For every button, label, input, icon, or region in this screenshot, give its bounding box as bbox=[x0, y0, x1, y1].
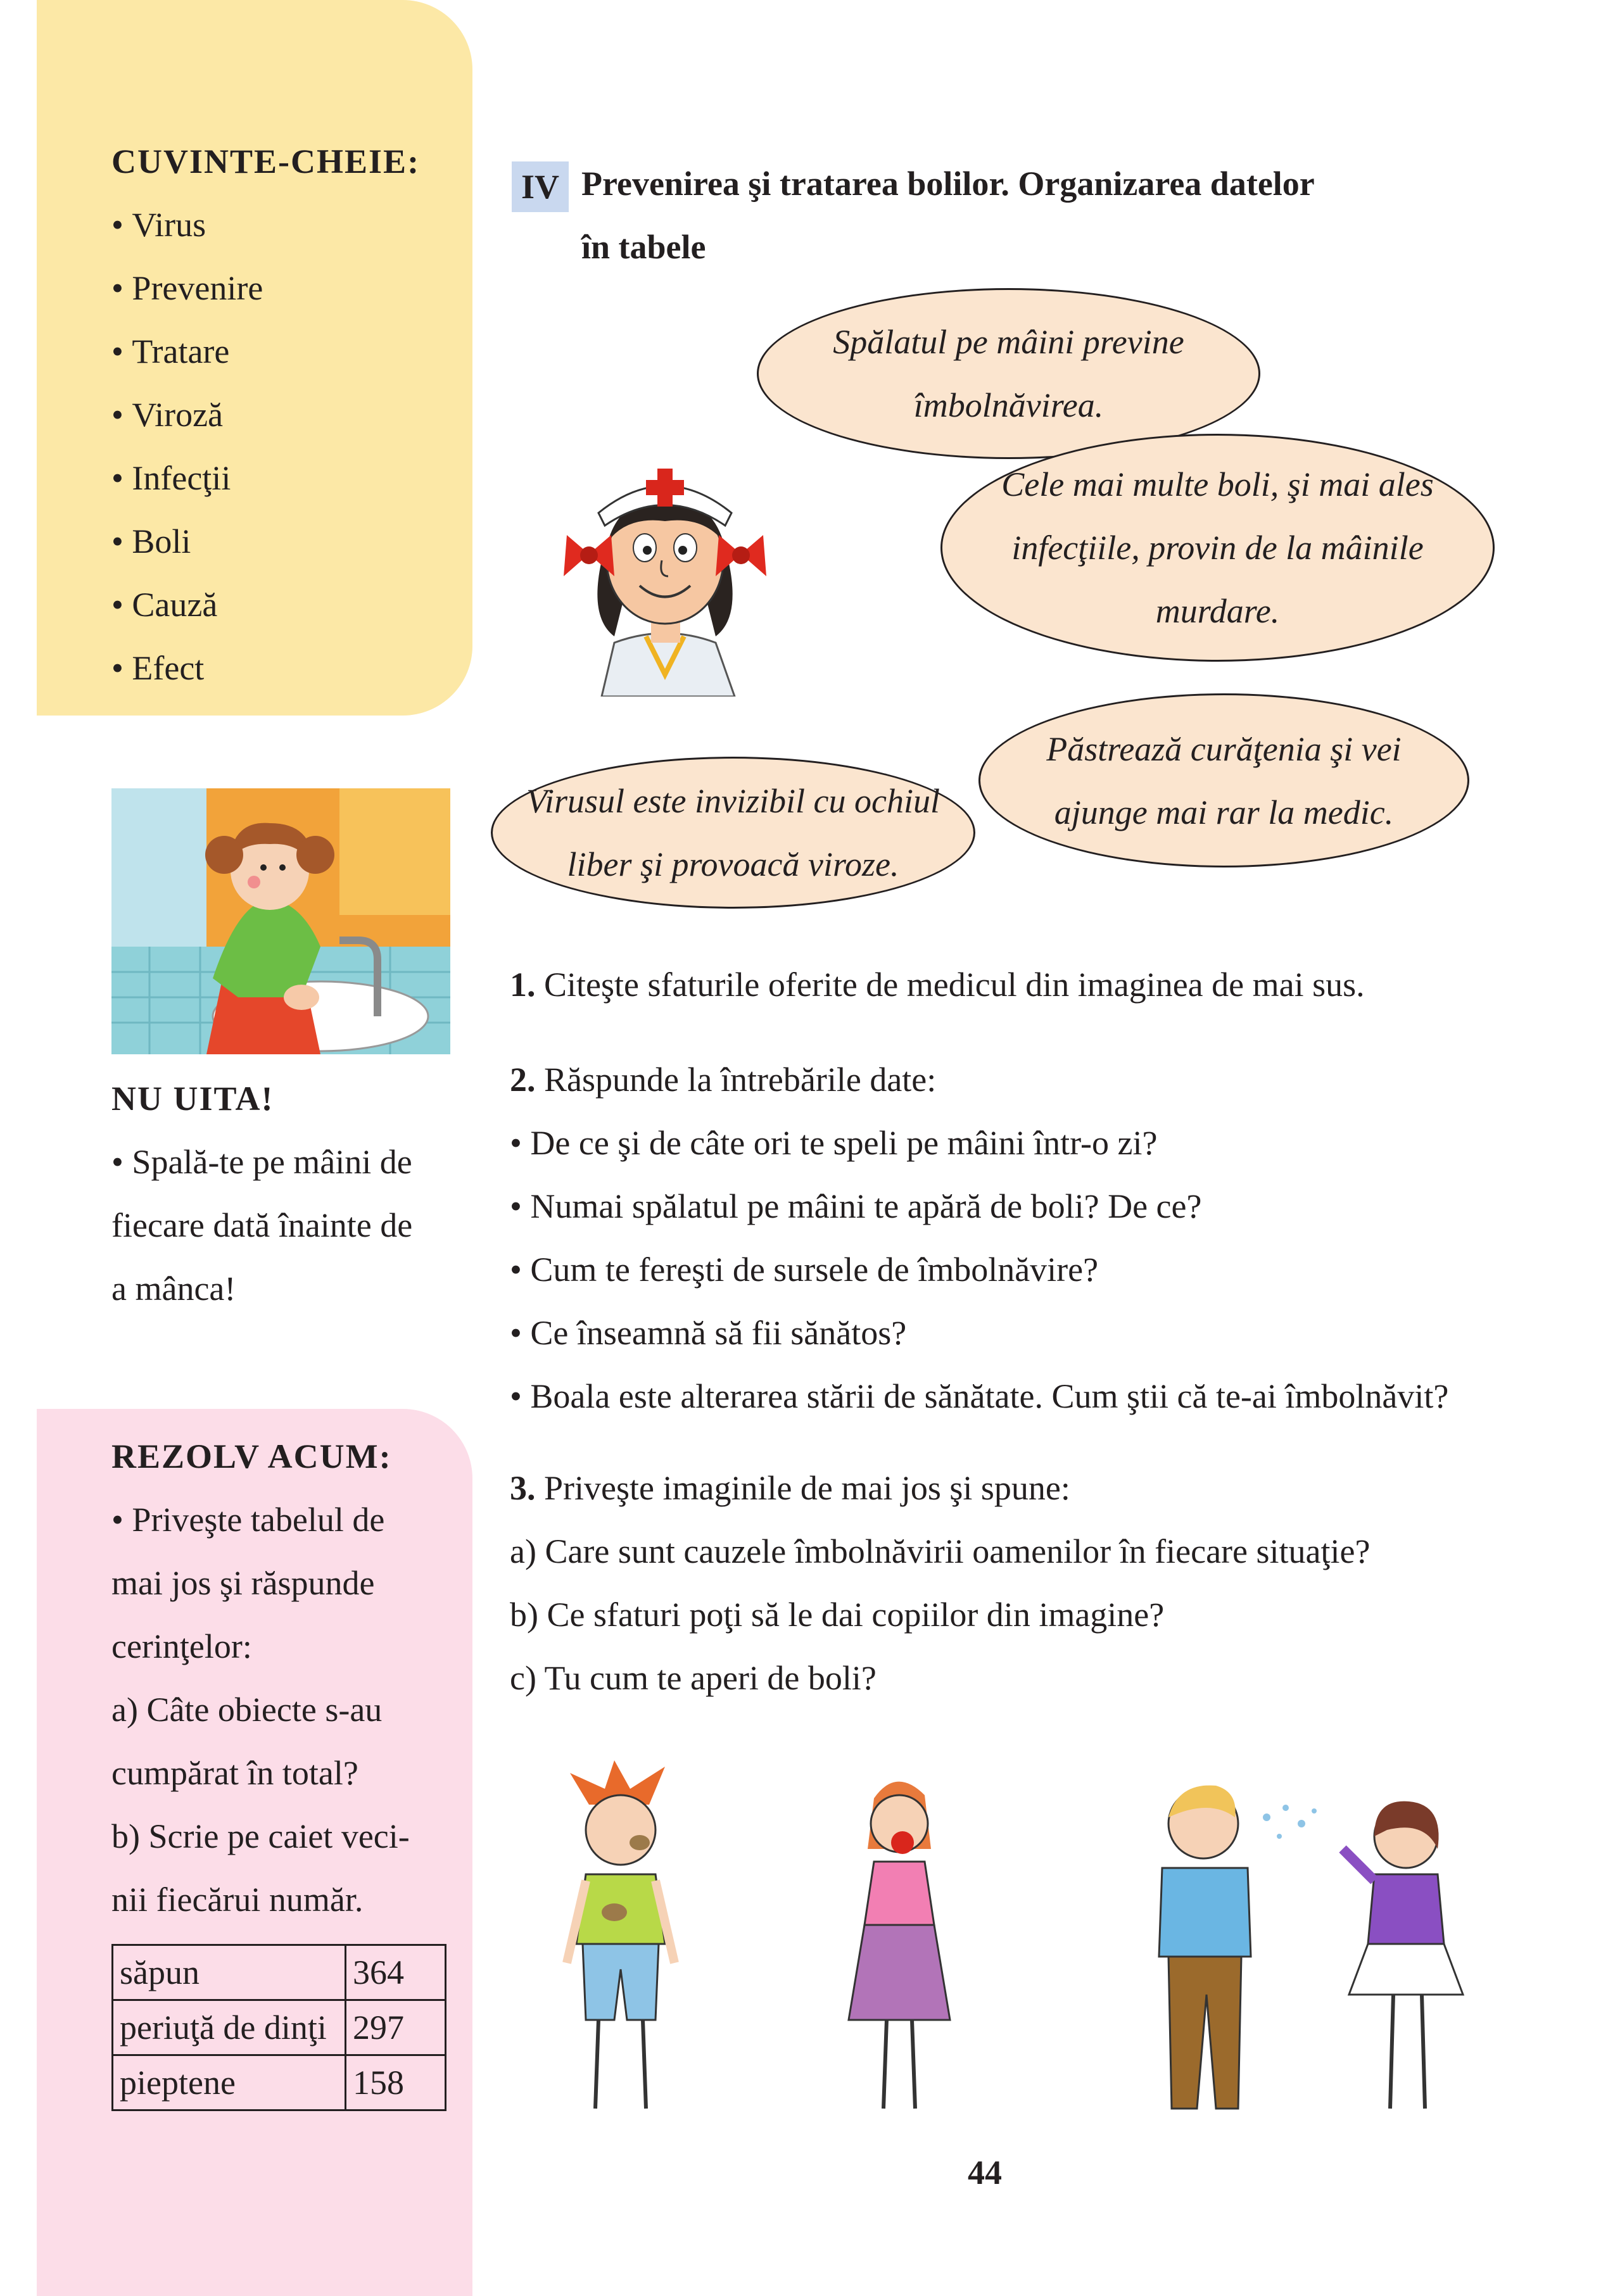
page-number: 44 bbox=[968, 2154, 1002, 2192]
table-row bbox=[113, 2000, 446, 2055]
question-item: • Cum te fereşti de sursele de îmbolnăvire? bbox=[510, 1238, 1586, 1301]
question-item: c) Tu cum te aperi de boli? bbox=[510, 1659, 877, 1697]
advice-bubble-cleanliness bbox=[978, 693, 1469, 867]
table-cell-item: periuţă de dinţi bbox=[113, 2000, 346, 2055]
task-text: Răspunde la întrebările date: bbox=[544, 1061, 937, 1099]
section-number-badge: IV bbox=[512, 161, 569, 212]
exercise-line: cumpărat în total? bbox=[111, 1754, 358, 1792]
keyword-item: • Efect bbox=[111, 636, 420, 700]
keyword-item: • Prevenire bbox=[111, 256, 420, 320]
question-item: • De ce şi de câte ori te speli pe mâini într-o zi? bbox=[510, 1111, 1586, 1175]
table-cell-item: săpun bbox=[113, 1945, 346, 2000]
task-number: 3. bbox=[510, 1469, 536, 1507]
exercise-line: nii fiecărui număr. bbox=[111, 1881, 364, 1919]
exercise-title: REZOLV ACUM: bbox=[111, 1437, 392, 1475]
exercise bbox=[111, 1425, 410, 1931]
bubble-line: Păstrează curăţenia şi vei bbox=[1046, 729, 1402, 768]
section-title-line: în tabele bbox=[581, 228, 706, 266]
keyword-item: • Tratare bbox=[111, 320, 420, 383]
question-item: • Ce înseamnă să fii sănătos? bbox=[510, 1301, 1586, 1365]
reminder-title: NU UITA! bbox=[111, 1080, 274, 1118]
section-title bbox=[581, 152, 1405, 279]
table-row bbox=[113, 1945, 446, 2000]
girl-shielding-figure bbox=[1343, 1801, 1463, 2109]
purchase-table bbox=[111, 1944, 446, 2111]
table-cell-item: pieptene bbox=[113, 2055, 346, 2110]
task-text: Citeşte sfaturile oferite de medicul din imaginea de mai sus. bbox=[544, 966, 1365, 1004]
task-text: Priveşte imaginile de mai jos şi spune: bbox=[544, 1469, 1070, 1507]
bubble-line: murdare. bbox=[1155, 592, 1280, 630]
reminder-line: • Spală-te pe mâini de bbox=[111, 1130, 412, 1194]
nurse-illustration bbox=[564, 446, 766, 697]
exercise-line: • Priveşte tabelul de bbox=[111, 1488, 410, 1551]
question-item: • Boala este alterarea stării de sănătate. Cum ştii că te-ai îmbolnăvit? bbox=[510, 1365, 1586, 1428]
question-item: a) Care sunt cauzele îmbolnăvirii oamenilor în fiecare situaţie? bbox=[510, 1532, 1371, 1570]
girl-eating-apple-figure bbox=[849, 1782, 950, 2109]
bubble-line: Cele mai multe boli, şi mai ales bbox=[1001, 465, 1434, 503]
task-3 bbox=[510, 1456, 1586, 1710]
bubble-line: ajunge mai rar la medic. bbox=[1054, 793, 1394, 831]
keyword-item: • Boli bbox=[111, 510, 420, 573]
task-number: 2. bbox=[510, 1061, 536, 1099]
bubble-line: Virusul este invizibil cu ochiul bbox=[526, 782, 940, 820]
task-2 bbox=[510, 1048, 1586, 1428]
exercise-line: mai jos şi răspunde bbox=[111, 1564, 375, 1602]
handwashing-illustration bbox=[111, 788, 450, 1054]
keyword-item: • Cauză bbox=[111, 573, 420, 636]
children-illustration bbox=[545, 1754, 1507, 2134]
bubble-line: Spălatul pe mâini previne bbox=[833, 323, 1184, 361]
bubble-line: liber şi provoacă viroze. bbox=[567, 845, 899, 883]
table-cell-value: 364 bbox=[346, 1945, 446, 2000]
advice-bubble-dirty-hands bbox=[940, 434, 1495, 662]
question-item: • Numai spălatul pe mâini te apără de boli? De ce? bbox=[510, 1175, 1586, 1238]
exercise-line: cerinţelor: bbox=[111, 1627, 252, 1665]
advice-bubble-virus bbox=[491, 757, 975, 909]
table-cell-value: 297 bbox=[346, 2000, 446, 2055]
keywords-title: CUVINTE-CHEIE: bbox=[111, 142, 421, 180]
reminder-line: fiecare dată înainte de bbox=[111, 1206, 413, 1244]
exercise-line: a) Câte obiecte s-au bbox=[111, 1691, 383, 1729]
question-item: b) Ce sfaturi poţi să le dai copiilor din imagine? bbox=[510, 1596, 1165, 1634]
table-row bbox=[113, 2055, 446, 2110]
advice-bubble-handwashing bbox=[757, 288, 1260, 459]
reminder-line: a mânca! bbox=[111, 1270, 236, 1308]
sneezing-boy-figure bbox=[1159, 1786, 1317, 2109]
table-cell-value: 158 bbox=[346, 2055, 446, 2110]
dirty-boy-figure bbox=[567, 1760, 674, 2109]
keyword-item: • Virus bbox=[111, 193, 420, 256]
task-number: 1. bbox=[510, 966, 536, 1004]
keyword-item: • Viroză bbox=[111, 383, 420, 446]
exercise-line: b) Scrie pe caiet veci- bbox=[111, 1817, 410, 1855]
bubble-line: infecţiile, provin de la mâinile bbox=[1011, 529, 1424, 567]
keyword-item: • Infecţii bbox=[111, 446, 420, 510]
keywords-list bbox=[111, 130, 420, 700]
reminder bbox=[111, 1067, 412, 1320]
bubble-line: îmbolnăvirea. bbox=[913, 386, 1104, 424]
task-1 bbox=[510, 953, 1586, 1016]
section-title-line: Prevenirea şi tratarea bolilor. Organizarea datelor bbox=[581, 165, 1315, 203]
